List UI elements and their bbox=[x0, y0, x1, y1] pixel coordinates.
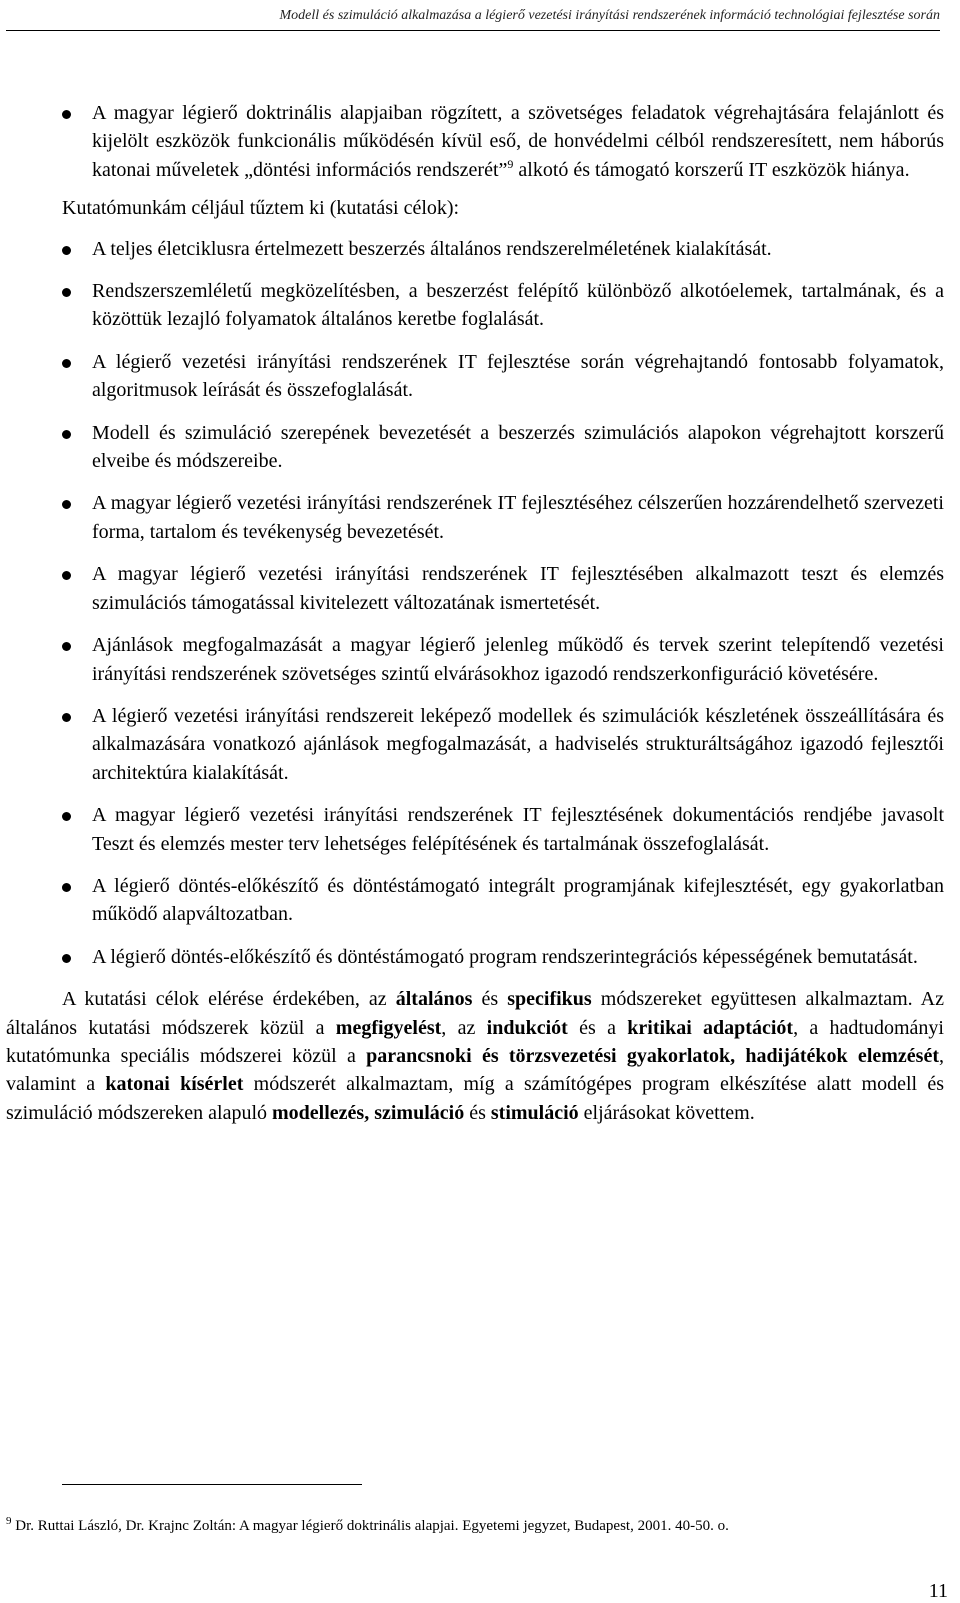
goal-text: A teljes életciklusra értelmezett beszerzés általános rendszerelméletének kialakítását. bbox=[92, 237, 772, 260]
list-item bbox=[6, 348, 944, 405]
paragraph-text: és a bbox=[567, 1016, 628, 1039]
bullet-icon bbox=[62, 246, 71, 255]
paragraph-text: , valamint a bbox=[6, 1044, 944, 1096]
footnote-number: 9 bbox=[6, 1515, 12, 1527]
footnote-text: Dr. Ruttai László, Dr. Krajnc Zoltán: A magyar légierő doktrinális alapjai. Egyetemi jegyzet, Budapest, 2001. 40-50. o. bbox=[11, 1518, 729, 1534]
list-item bbox=[6, 489, 944, 546]
bold-term: kritikai adaptációt bbox=[627, 1016, 794, 1039]
page-number: 11 bbox=[928, 1580, 948, 1602]
list-item bbox=[6, 943, 944, 971]
footnote bbox=[6, 1515, 936, 1535]
footnote-reference[interactable]: 9 bbox=[507, 156, 514, 171]
goal-text: Rendszerszemléletű megközelítésben, a beszerzést felépítő különböző alkotóelemek, tartalmának, és a közöttük lezajló folyamatok általános keretbe foglalását. bbox=[92, 280, 944, 331]
list-item bbox=[6, 235, 944, 263]
goal-text: Ajánlások megfogalmazását a magyar légierő jelenleg működő és tervek szerint telepítendő vezetési irányítási rendszerének szövetséges szintű elvárásokhoz igazodó rendszerkonfiguráció követésére. bbox=[92, 634, 944, 685]
bullet-text-cont: alkotó és támogató korszerű IT eszközök hiánya. bbox=[513, 158, 910, 181]
bullet-icon bbox=[62, 713, 71, 722]
list-item bbox=[6, 99, 944, 184]
goal-text: A légierő döntés-előkészítő és döntéstámogató integrált programjának kifejlesztését, egy gyakorlatban működő alapváltozatban. bbox=[92, 874, 944, 926]
list-item bbox=[6, 419, 944, 476]
paragraph-text: módszereket együttesen alkalmaztam. Az általános kutatási módszerek közül a bbox=[6, 988, 944, 1039]
list-item bbox=[6, 702, 944, 787]
goal-text: A légierő vezetési irányítási rendszerének IT fejlesztése során végrehajtandó fontosabb folyamatok, algoritmusok leírását és összefoglalását. bbox=[92, 350, 944, 402]
header-rule bbox=[6, 30, 940, 31]
bold-term: modellezés, szimuláció bbox=[272, 1101, 465, 1124]
bullet-icon bbox=[62, 359, 71, 368]
paragraph-text: és bbox=[464, 1101, 491, 1124]
paragraph-text: A kutatási célok elérése érdekében, az bbox=[62, 988, 396, 1011]
goal-text: A légierő döntés-előkészítő és döntéstámogató program rendszerintegrációs képességének bemutatását. bbox=[92, 945, 918, 968]
list-item bbox=[6, 631, 944, 688]
bullet-icon bbox=[62, 500, 71, 509]
list-item bbox=[6, 560, 944, 617]
list-item bbox=[6, 277, 944, 334]
bold-term: általános bbox=[395, 988, 473, 1011]
bold-term: parancsnoki és törzsvezetési gyakorlatok, hadijátékok elemzését bbox=[366, 1044, 939, 1067]
bullet-icon bbox=[62, 642, 71, 651]
bold-term: megfigyelést bbox=[335, 1016, 442, 1039]
bold-term: specifikus bbox=[507, 988, 592, 1011]
paragraph-text: és bbox=[472, 988, 508, 1011]
methods-paragraph bbox=[6, 985, 944, 1127]
paragraph-text: , az bbox=[441, 1016, 487, 1039]
list-item bbox=[6, 801, 944, 858]
bullet-icon bbox=[62, 883, 71, 892]
list-item bbox=[6, 872, 944, 929]
bullet-icon bbox=[62, 430, 71, 439]
paragraph-text: eljárásokat követtem. bbox=[578, 1101, 755, 1124]
goal-text: A légierő vezetési irányítási rendszereit leképező modellek és szimulációk készletének összeállítására és alkalmazására vonatkozó ajánlások megfogalmazását, a hadviselés strukturáltságához igazodó fejlesztői architektúra kialakítását. bbox=[92, 704, 944, 784]
bullet-icon bbox=[62, 110, 71, 119]
bullet-icon bbox=[62, 954, 71, 963]
goal-text: A magyar légierő vezetési irányítási rendszerének IT fejlesztésének dokumentációs rendjébe javasolt Teszt és elemzés mester terv lehetséges felépítésének és tartalmának összefoglalását. bbox=[92, 804, 944, 855]
footnote-rule bbox=[62, 1484, 362, 1485]
bold-term: indukciót bbox=[486, 1016, 568, 1039]
goals-list bbox=[6, 235, 944, 972]
bullet-icon bbox=[62, 571, 71, 580]
main-content bbox=[6, 99, 944, 1127]
goal-text: A magyar légierő vezetési irányítási rendszerének IT fejlesztéséhez célszerűen hozzárendelhető szervezeti forma, tartalom és tevékenység bevezetését. bbox=[92, 492, 944, 543]
goal-text: Modell és szimuláció szerepének bevezetését a beszerzés szimulációs alapokon végrehajtott korszerű elveibe és módszereibe. bbox=[92, 421, 944, 473]
paragraph-text: módszerét alkalmaztam, míg a számítógépes program elkészítése alatt modell és szimuláció módszereken alapuló bbox=[6, 1073, 944, 1124]
bold-term: stimuláció bbox=[490, 1101, 579, 1124]
bullet-text: A magyar légierő doktrinális alapjaiban rögzített, a szövetséges feladatok végrehajtására felajánlott és kijelölt eszközök funkcionális működésén kívül eső, de honvédelmi célból rendszeresített, nem háborús katonai műveletek „döntési információs rendszerét” bbox=[92, 102, 944, 181]
goals-intro: Kutatómunkám céljául tűztem ki (kutatási célok): bbox=[62, 197, 460, 220]
bullet-icon bbox=[62, 288, 71, 297]
bullet-icon bbox=[62, 812, 71, 821]
paragraph-text: , a hadtudományi kutatómunka speciális módszerei közül a bbox=[6, 1016, 944, 1067]
goal-text: A magyar légierő vezetési irányítási rendszerének IT fejlesztésében alkalmazott teszt és elemzés szimulációs támogatással kivitelezett változatának ismertetését. bbox=[92, 563, 944, 614]
bold-term: katonai kísérlet bbox=[105, 1073, 244, 1096]
running-header: Modell és szimuláció alkalmazása a légierő vezetési irányítási rendszerének információ technológiai fejlesztése során bbox=[279, 8, 940, 23]
